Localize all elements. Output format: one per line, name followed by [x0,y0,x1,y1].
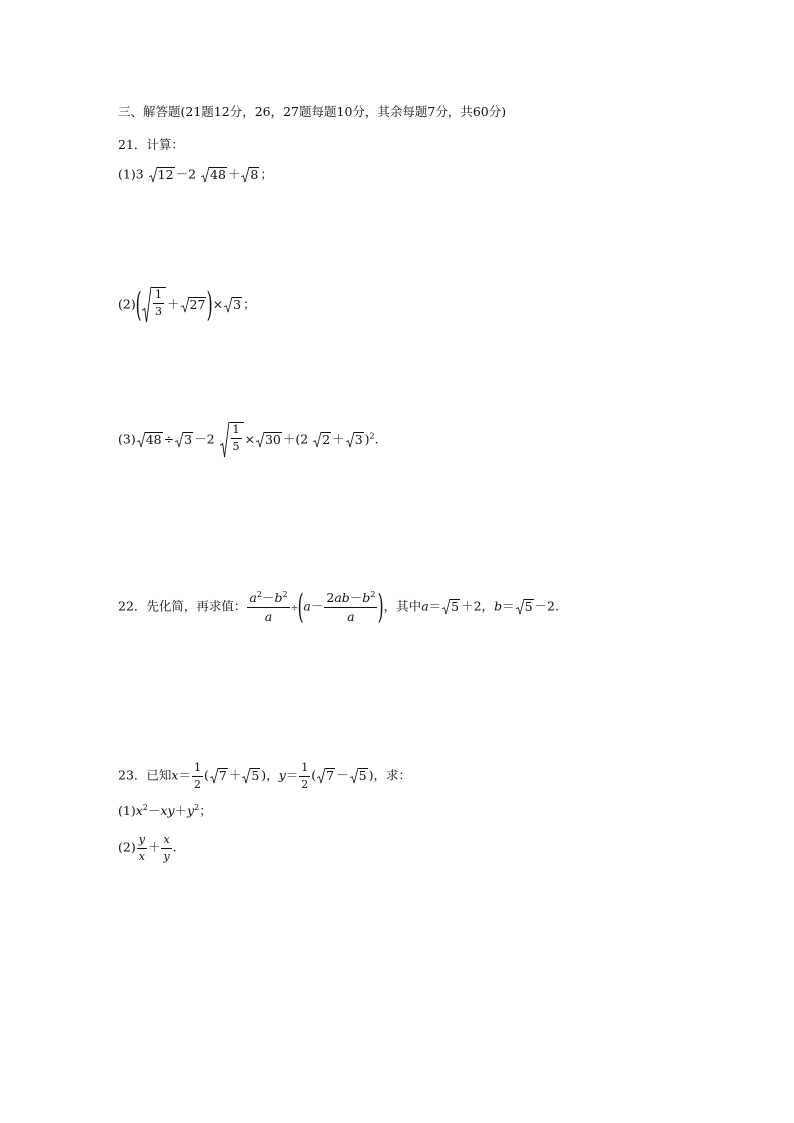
fraction-2ab-b2-over-a: $\frac{2ab-b^2}{a}$ [326,590,376,624]
sqrt-48: 48 [201,167,227,183]
sqrt-3: 3 [224,297,242,313]
sqrt-3-b: 3 [346,432,364,448]
sqrt-12: 12 [149,167,175,183]
fraction-one-half: $\frac{1}{2}$ [193,761,201,791]
question-23-part-2: (2) $\frac{y}{x}$ ＋ $\frac{x}{y}$ . [118,833,177,863]
question-23: 23．已知x＝ $\frac{1}{2}$ ( 7 ＋ 5 )，y＝ $\frac{1}{2}$ ( 7 － 5 )，求： [118,761,411,791]
fraction-x-over-y: $\frac{x}{y}$ [163,833,170,863]
sqrt-30: 30 [256,432,282,448]
fraction-one-half-b: $\frac{1}{2}$ [301,761,309,791]
section-heading: 三、解答题(21题12分，26，27题每题10分，其余每题7分，共60分) [118,104,507,119]
left-paren: ( [297,587,304,627]
question-21-part-3: (3) 48 ÷ 3 －2 $\frac{1}{5}$ × 30 ＋(2 2 ＋ 3 )$^2$. [118,422,379,458]
fraction-y-over-x: $\frac{y}{x}$ [138,833,145,863]
sqrt-7-b: 7 [317,768,335,784]
question-21-part-2: (2)( $\frac{1}{3}$ ＋ 27 )× 3 ； [118,285,256,325]
right-paren: ) [378,587,385,627]
sqrt-8: 8 [241,167,259,183]
right-paren: ) [207,285,214,325]
sqrt-27: 27 [181,297,207,313]
question-22: 22．先化简，再求值： $\frac{a^2-b^2}{a}$ ÷(a－ $\frac{2ab-b^2}{a}$ )，其中a＝ 5 ＋2，b＝ 5 －2. [118,587,559,627]
sqrt-5: 5 [242,768,260,784]
sqrt-5: 5 [442,599,460,615]
sqrt-48: 48 [137,432,163,448]
fraction-a2-b2-over-a: $\frac{a^2-b^2}{a}$ [249,590,288,624]
sqrt-3: 3 [175,432,193,448]
sqrt-5-b: 5 [350,768,368,784]
sqrt-2: 2 [313,432,331,448]
question-21-part-1: (1)3 12 －2 48 ＋ 8 ； [118,166,273,182]
question-23-part-1: $(1)x^2-xy+y^2$； [118,803,212,818]
sqrt-5-b: 5 [516,599,534,615]
question-21-title: 21．计算： [118,137,184,152]
sqrt-fraction-1-3: $\frac{1}{3}$ [142,287,166,323]
left-paren: ( [135,285,142,325]
sqrt-7: 7 [210,768,228,784]
sqrt-fraction-1-5: $\frac{1}{5}$ [220,422,244,458]
